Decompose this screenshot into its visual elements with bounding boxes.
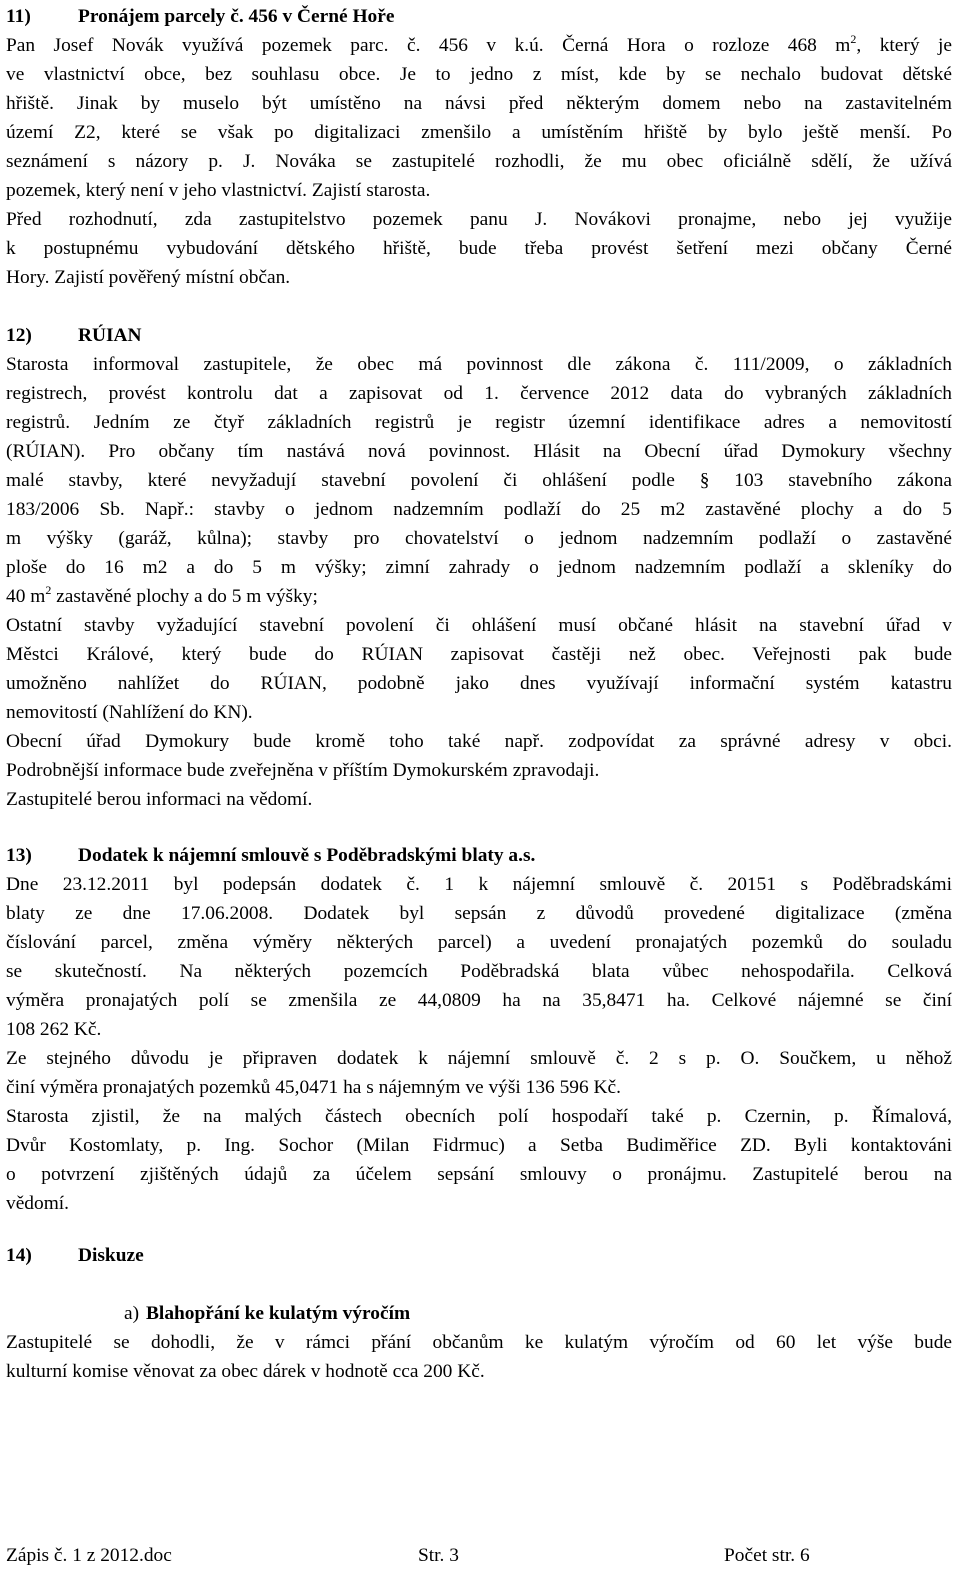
section-number: 11) — [6, 6, 31, 27]
paragraph-line: území Z2, které se však po digitalizaci zmenšilo a umístěním hřiště by bylo ještě menší. Po — [6, 122, 952, 143]
paragraph-line — [6, 582, 952, 611]
paragraph-line: pozemek, který není v jeho vlastnictví. Zajistí starosta. — [6, 180, 431, 201]
section-heading — [6, 1241, 952, 1270]
text-run: Pan Josef Novák využívá pozemek parc. č. 456 v k.ú. Černá Hora o rozloze 468 m — [6, 35, 851, 56]
section-title: Diskuze — [78, 1245, 144, 1266]
paragraph-line: Ostatní stavby vyžadující stavební povolení či ohlášení musí občané hlásit na stavební úřad v — [6, 615, 952, 636]
text-run: , který je — [856, 35, 952, 56]
subsection-letter: a) — [124, 1303, 140, 1324]
paragraph-line: hřiště. Jinak by muselo být umístěno na návsi před některým domem nebo na zastavitelném — [6, 93, 952, 114]
section-heading — [6, 321, 952, 350]
paragraph-line: Starosta zjistil, že na malých částech obecních polí hospodaří také p. Czernin, p. Římalová, — [6, 1106, 952, 1127]
paragraph-line: Ze stejného důvodu je připraven dodatek k nájemní smlouvě č. 2 s p. O. Součkem, u něhož — [6, 1048, 952, 1069]
paragraph-line: Městci Králové, který bude do RÚIAN zapisovat častěji než obec. Veřejnosti pak bude — [6, 644, 952, 665]
paragraph-line: Podrobnější informace bude zveřejněna v příštím Dymokurském zpravodaji. — [6, 760, 600, 781]
footer-page-count: Počet str. 6 — [724, 1545, 810, 1566]
paragraph-line: se skutečností. Na některých pozemcích Poděbradská blata vůbec nehospodařila. Celková — [6, 961, 952, 982]
paragraph-line: Starosta informoval zastupitele, že obec má povinnost dle zákona č. 111/2009, o základních — [6, 354, 952, 375]
paragraph-line — [6, 31, 952, 60]
paragraph-line: Obecní úřad Dymokury bude kromě toho také např. zodpovídat za správné adresy v obci. — [6, 731, 952, 752]
section-number: 14) — [6, 1245, 32, 1266]
paragraph-line: Před rozhodnutí, zda zastupitelstvo pozemek panu J. Novákovi pronajme, nebo jej využije — [6, 209, 952, 230]
paragraph-line: vědomí. — [6, 1193, 70, 1214]
page-footer — [6, 1541, 952, 1570]
paragraph-line: k postupnému vybudování dětského hřiště, bude třeba provést šetření mezi občany Černé — [6, 238, 952, 259]
paragraph-line: umožněno nahlížet do RÚIAN, podobně jako dnes využívají informační systém katastru — [6, 673, 952, 694]
section-title: RÚIAN — [78, 325, 142, 346]
paragraph-line: kulturní komise věnovat za obec dárek v hodnotě cca 200 Kč. — [6, 1361, 485, 1382]
paragraph-line: činí výměra pronajatých pozemků 45,0471 ha s nájemným ve výši 136 596 Kč. — [6, 1077, 621, 1098]
subsection-title: Blahopřání ke kulatým výročím — [146, 1303, 411, 1324]
paragraph-line: číslování parcel, změna výměry některých parcel) a uvedení pronajatých pozemků do souladu — [6, 932, 952, 953]
paragraph-line: malé stavby, které nevyžadují stavební povolení či ohlášení podle § 103 stavebního zákona — [6, 470, 952, 491]
section-heading — [6, 841, 952, 870]
paragraph-line: výměra pronajatých polí se zmenšila ze 44,0809 ha na 35,8471 ha. Celkové nájemné se činí — [6, 990, 952, 1011]
paragraph-line: registrů. Jedním ze čtyř základních registrů je registr územní identifikace adres a nemovitostí — [6, 412, 952, 433]
paragraph-line: Zastupitelé berou informaci na vědomí. — [6, 789, 313, 810]
paragraph-line: blaty ze dne 17.06.2008. Dodatek byl sepsán z důvodů provedené digitalizace (změna — [6, 903, 952, 924]
paragraph-line: Dne 23.12.2011 byl podepsán dodatek č. 1 k nájemní smlouvě č. 20151 s Poděbradskámi — [6, 874, 952, 895]
text-run: zastavěné plochy a do 5 m výšky; — [51, 586, 318, 607]
text-run: 40 m — [6, 586, 46, 607]
paragraph-line: registrech, provést kontrolu dat a zapisovat od 1. července 2012 data do vybraných základních — [6, 383, 952, 404]
section-title: Dodatek k nájemní smlouvě s Poděbradskými blaty a.s. — [78, 845, 536, 866]
subsection-heading — [6, 1299, 952, 1328]
footer-page-number: Str. 3 — [418, 1545, 459, 1566]
paragraph-line: o potvrzení zjištěných údajů za účelem sepsání smlouvy o pronájmu. Zastupitelé berou na — [6, 1164, 952, 1185]
paragraph-line: nemovitostí (Nahlížení do KN). — [6, 702, 253, 723]
superscript: 2 — [850, 32, 857, 46]
paragraph-line: Hory. Zajistí pověřený místní občan. — [6, 267, 291, 288]
superscript: 2 — [45, 583, 52, 597]
paragraph-line: m výšky (garáž, kůlna); stavby pro chovatelství o jednom nadzemním podlaží o zastavěné — [6, 528, 952, 549]
paragraph-line: 108 262 Kč. — [6, 1019, 102, 1040]
paragraph-line: 183/2006 Sb. Např.: stavby o jednom nadzemním podlaží do 25 m2 zastavěné plochy a do 5 — [6, 499, 952, 520]
paragraph-line: ve vlastnictví obce, bez souhlasu obce. Je to jedno z míst, kde by se nechalo budovat dětské — [6, 64, 952, 85]
paragraph-line: Zastupitelé se dohodli, že v rámci přání občanům ke kulatým výročím od 60 let výše bude — [6, 1332, 952, 1353]
section-number: 12) — [6, 325, 32, 346]
footer-filename: Zápis č. 1 z 2012.doc — [6, 1545, 172, 1566]
paragraph-line: Dvůr Kostomlaty, p. Ing. Sochor (Milan Fidrmuc) a Setba Budiměřice ZD. Byli kontaktováni — [6, 1135, 952, 1156]
section-number: 13) — [6, 845, 32, 866]
paragraph-line: (RÚIAN). Pro občany tím nastává nová povinnost. Hlásit na Obecní úřad Dymokury všechny — [6, 441, 952, 462]
paragraph-line: seznámení s názory p. J. Nováka se zastupitelé rozhodli, že mu obec oficiálně sdělí, že užívá — [6, 151, 952, 172]
section-heading — [6, 2, 952, 31]
section-title: Pronájem parcely č. 456 v Černé Hoře — [78, 6, 395, 27]
paragraph-line: ploše do 16 m2 a do 5 m výšky; zimní zahrady o jednom nadzemním podlaží a skleníky do — [6, 557, 952, 578]
